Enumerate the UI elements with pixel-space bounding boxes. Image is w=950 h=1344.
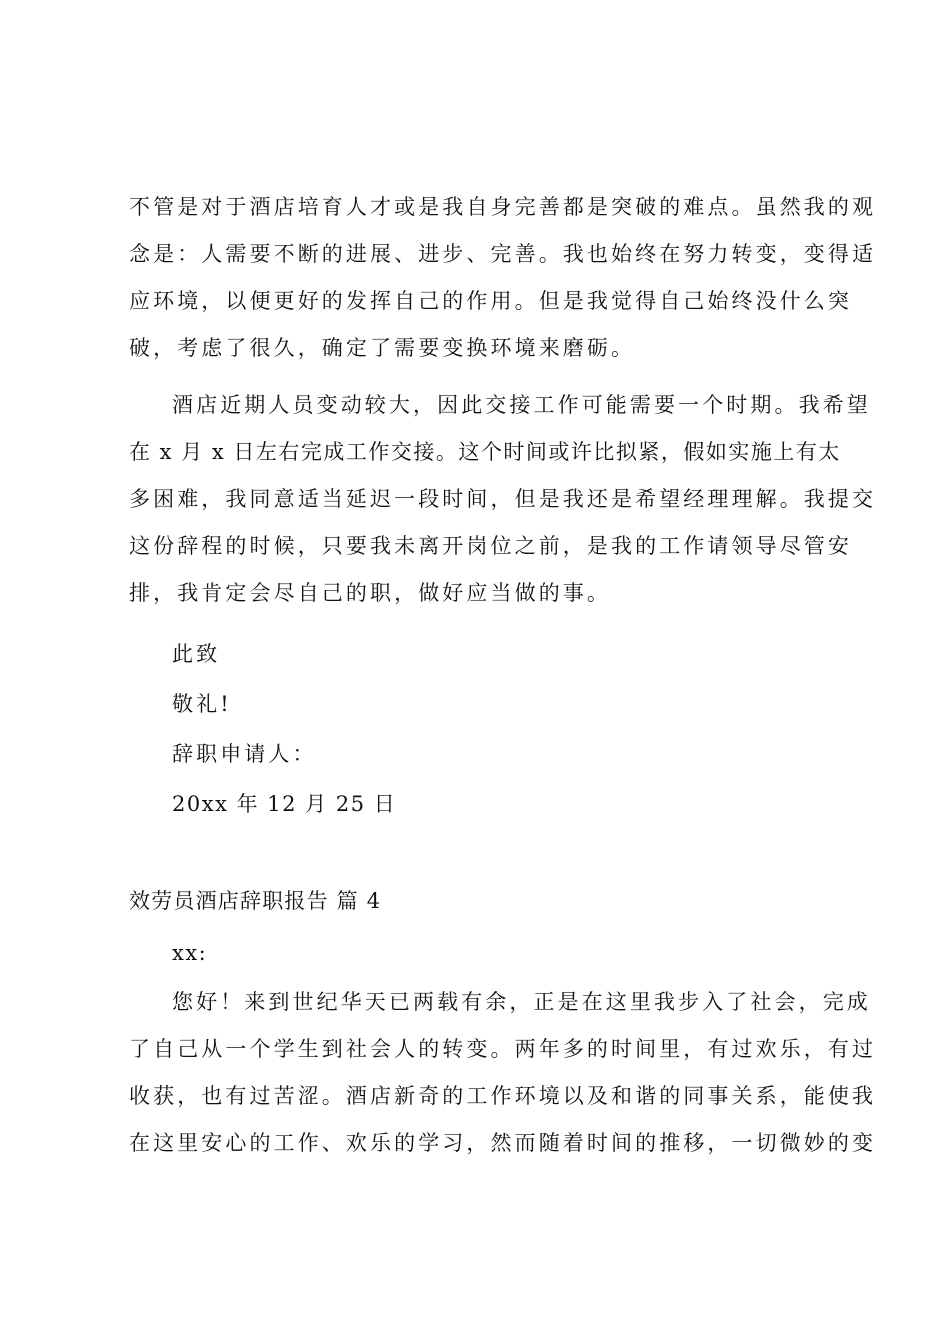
paragraph-line: 您好！来到世纪华天已两载有余，正是在这里我步入了社会，完成 bbox=[172, 990, 871, 1014]
paragraph-line: 了自己从一个学生到社会人的转变。两年多的时间里，有过欢乐，有过 bbox=[129, 1037, 877, 1061]
section-title: 效劳员酒店辞职报告 篇 4 bbox=[129, 889, 382, 913]
date-text: 20xx 年 12 月 25 日 bbox=[172, 792, 397, 816]
paragraph-line: 排，我肯定会尽自己的职，做好应当做的事。 bbox=[129, 581, 611, 605]
paragraph-line: 不管是对于酒店培育人才或是我自身完善都是突破的难点。虽然我的观 bbox=[129, 195, 877, 219]
closing-text: 此致 bbox=[172, 642, 221, 666]
paragraph-line: 收获，也有过苦涩。酒店新奇的工作环境以及和谐的同事关系，能使我 bbox=[129, 1084, 877, 1108]
paragraph-line: 在 x 月 x 日左右完成工作交接。这个时间或许比拟紧，假如实施上有太 bbox=[129, 440, 841, 464]
paragraph-line: 酒店近期人员变动较大，因此交接工作可能需要一个时期。我希望 bbox=[172, 393, 871, 417]
salute-text: 敬礼! bbox=[172, 692, 232, 716]
paragraph-line: 这份辞程的时候，只要我未离开岗位之前，是我的工作请领导尽管安 bbox=[129, 534, 852, 558]
recipient-text: xx: bbox=[172, 941, 208, 965]
paragraph-line: 应环境，以便更好的发挥自己的作用。但是我觉得自己始终没什么突 bbox=[129, 289, 852, 313]
paragraph-line: 念是：人需要不断的进展、进步、完善。我也始终在努力转变，变得适 bbox=[129, 242, 877, 266]
signature-label: 辞职申请人： bbox=[172, 742, 317, 766]
paragraph-line: 破，考虑了很久，确定了需要变换环境来磨砺。 bbox=[129, 336, 636, 360]
paragraph-line: 多困难，我同意适当延迟一段时间，但是我还是希望经理理解。我提交 bbox=[129, 487, 877, 511]
paragraph-line: 在这里安心的工作、欢乐的学习，然而随着时间的推移，一切微妙的变 bbox=[129, 1131, 877, 1155]
